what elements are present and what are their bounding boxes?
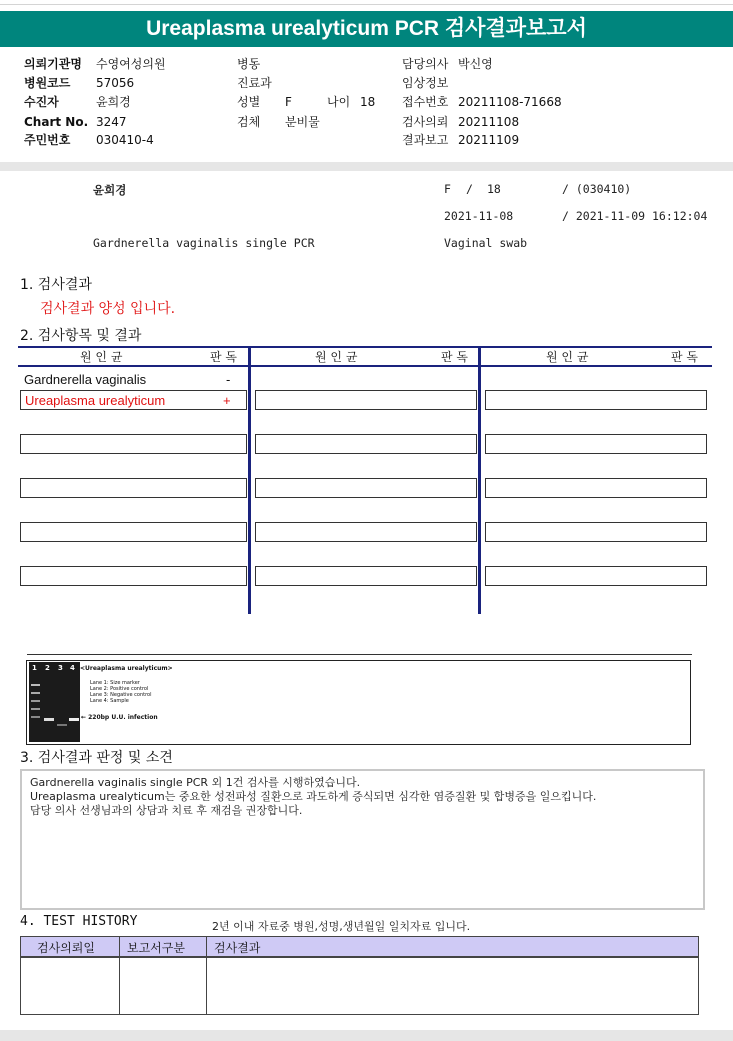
result-cell xyxy=(255,566,477,586)
header-row xyxy=(24,132,70,149)
report-title: Ureaplasma urealyticum PCR 검사결과보고서 xyxy=(0,11,733,47)
column-header-judgment: 판 독 xyxy=(210,350,237,364)
history-column-header xyxy=(119,936,207,957)
header-value: 20211108-71668 xyxy=(458,95,562,109)
lane-number: 1 xyxy=(32,664,37,672)
result-cell xyxy=(20,566,247,586)
history-cell xyxy=(119,957,207,1015)
header-value: 박신영 xyxy=(458,57,493,71)
header-label: 수진자 xyxy=(24,95,59,109)
history-note: 2년 이내 자료중 병원,성명,생년월일 일치자료 입니다. xyxy=(212,920,471,933)
opinion-line: 담당 의사 선생님과의 상담과 치료 후 재검을 권장합니다. xyxy=(30,804,303,817)
header-row xyxy=(24,94,59,111)
gel-legend xyxy=(90,680,152,704)
result-cell xyxy=(20,434,247,454)
opinion-line: Gardnerella vaginalis single PCR 외 1건 검사를 시행하였습니다. xyxy=(30,776,361,789)
header-value: 3247 xyxy=(96,115,127,129)
gel-band xyxy=(44,718,54,721)
header-value: 20211108 xyxy=(458,115,520,129)
history-column-label: 검사결과 xyxy=(214,941,261,955)
column-header-pathogen: 원 인 균 xyxy=(546,350,589,364)
gel-legend-item: Lane 4: Sample xyxy=(90,698,129,704)
header-row xyxy=(24,114,88,131)
gel-band xyxy=(69,718,79,721)
history-column-header xyxy=(206,936,699,957)
result-cell xyxy=(20,478,247,498)
gel-band xyxy=(31,716,40,718)
header-value: 윤희경 xyxy=(96,95,131,109)
gel-heading: <Ureaplasma urealyticum> xyxy=(80,665,173,672)
header-label: 진료과 xyxy=(237,76,272,90)
history-column-label: 보고서구분 xyxy=(127,941,185,955)
summary-specimen: Vaginal swab xyxy=(444,236,528,250)
result-cell xyxy=(255,522,477,542)
result-cell xyxy=(255,478,477,498)
gel-band xyxy=(57,724,67,726)
header-label: 병원코드 xyxy=(24,76,71,90)
table-column-divider xyxy=(248,347,251,614)
gel-electrophoresis-image xyxy=(29,662,80,742)
history-column-label: 검사의뢰일 xyxy=(37,941,95,955)
pathogen-name: Gardnerella vaginalis xyxy=(24,372,147,387)
opinion-line: Ureaplasma urealyticum는 중요한 성전파성 질환으로 과도하게 증식되면 심각한 염증질환 및 합병증을 일으킵니다. xyxy=(30,790,597,803)
section-title: 3. 검사결과 판정 및 소견 xyxy=(20,750,173,766)
column-header-pathogen: 원 인 균 xyxy=(315,350,358,364)
result-cell xyxy=(255,390,477,410)
header-row xyxy=(24,75,70,92)
pathogen-name: Ureaplasma urealyticum xyxy=(25,393,166,408)
result-cell xyxy=(485,478,707,498)
header-value: F xyxy=(285,95,292,109)
header-label: 의뢰기관명 xyxy=(24,57,82,71)
summary-slash: / xyxy=(466,182,473,196)
header-label: 담당의사 xyxy=(402,57,449,71)
header-value: 수영여성의원 xyxy=(96,57,166,71)
column-header-pathogen: 원 인 균 xyxy=(80,350,123,364)
result-cell xyxy=(255,434,477,454)
header-label: 접수번호 xyxy=(402,95,449,109)
header-value: 분비물 xyxy=(285,115,320,129)
header-row xyxy=(24,56,82,73)
header-label: 검체 xyxy=(237,115,261,129)
divider-bar xyxy=(0,162,733,171)
bottom-bar xyxy=(0,1030,733,1041)
lane-number: 2 xyxy=(45,664,50,672)
top-rule xyxy=(0,4,733,5)
column-header-judgment: 판 독 xyxy=(441,350,468,364)
gel-legend-item: Lane 1: Size marker xyxy=(90,680,140,686)
gel-annotation: ← 220bp U.U. infection xyxy=(81,714,158,721)
result-cell xyxy=(485,434,707,454)
gel-top-rule xyxy=(27,654,692,655)
header-label: 병동 xyxy=(237,57,261,71)
summary-test-name: Gardnerella vaginalis single PCR xyxy=(93,236,315,250)
history-cell xyxy=(20,957,120,1015)
section-title: 4. TEST HISTORY xyxy=(20,914,138,929)
gel-legend-item: Lane 2: Positive control xyxy=(90,686,149,692)
result-cell xyxy=(485,566,707,586)
summary-receive-date: 2021-11-08 xyxy=(444,209,514,223)
header-label: 성별 xyxy=(237,95,261,109)
header-label: 결과보고 xyxy=(402,133,449,147)
table-header-rule xyxy=(18,365,712,367)
table-column-divider xyxy=(478,347,481,614)
header-value: 20211109 xyxy=(458,133,520,147)
history-cell xyxy=(206,957,699,1015)
section-title: 1. 검사결과 xyxy=(20,277,92,293)
result-summary: 검사결과 양성 입니다. xyxy=(40,301,176,317)
gel-legend-item: Lane 3: Negative control xyxy=(90,692,152,698)
header-label: 나이 xyxy=(327,95,351,109)
header-label: Chart No. xyxy=(24,115,89,129)
header-value: 030410-4 xyxy=(96,133,154,147)
result-cell xyxy=(485,390,707,410)
summary-age: 18 xyxy=(487,182,501,196)
header-label: 주민번호 xyxy=(24,133,71,147)
summary-name: 윤희경 xyxy=(93,183,127,197)
history-column-header xyxy=(20,936,120,957)
pathogen-result: - xyxy=(226,372,231,387)
gel-band xyxy=(31,708,40,710)
header-value: 18 xyxy=(360,95,376,109)
column-header-judgment: 판 독 xyxy=(671,350,698,364)
header-value: 57056 xyxy=(96,76,135,90)
section-title: 2. 검사항목 및 결과 xyxy=(20,328,142,344)
summary-report-datetime: / 2021-11-09 16:12:04 xyxy=(562,209,708,223)
gel-band xyxy=(31,692,40,694)
result-cell xyxy=(485,522,707,542)
summary-sex: F xyxy=(444,182,451,196)
lane-number: 3 xyxy=(58,664,63,672)
opinion-box xyxy=(20,769,705,910)
header-label: 검사의뢰 xyxy=(402,115,449,129)
gel-band xyxy=(31,700,40,702)
header-label: 임상정보 xyxy=(402,76,449,90)
result-cell xyxy=(20,522,247,542)
summary-birth: / (030410) xyxy=(562,182,632,196)
pathogen-result: + xyxy=(223,393,231,408)
lane-number: 4 xyxy=(70,664,75,672)
gel-band xyxy=(31,684,40,686)
